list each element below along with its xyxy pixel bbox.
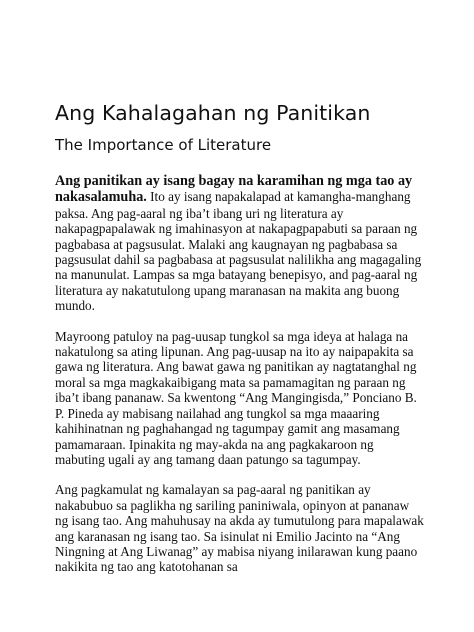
document-page	[55, 100, 425, 575]
paragraph-3: Ang pagkamulat ng kamalayan sa pag-aaral ng panitikan ay nakabubuo sa paglikha ng sariling paniniwala, opinyon at pananaw ng isang tao. Ang mahuhusay na akda ay tumutulong para mapalawak ang karanasan ng isang tao. Sa isinulat ni Emilio Jacinto na “Ang Ningning at Ang Liwanag” ay mabisa niyang inilarawan kung paano nakikita ng tao ang katotohanan sa	[55, 482, 424, 575]
document-title: Ang Kahalagahan ng Panitikan	[55, 101, 371, 125]
paragraph-1	[55, 173, 425, 314]
document-subtitle: The Importance of Literature	[55, 136, 272, 154]
paragraph-2: Mayroong patuloy na pag-uusap tungkol sa mga ideya at halaga na nakatulong sa ating lipunan. Ang pag-uusap na ito ay naipapakita sa gawa ng literatura. Ang bawat gawa ng panitikan ay nagtatanghal ng moral sa mga magkakaibigang mata sa pamamagitan ng paraan ng iba’t ibang pananaw. Sa kwentong “Ang Mangingisda,” Ponciano B. P. Pineda ay mabisang nailahad ang tungkol sa mga maaaring kahihinatnan ng paghahangad ng tagumpay gamit ang masamang pamamaraan. Ipinakita ng may-akda na ang pagkakaroon ng mabuting ugali ay ang tamang daan patungo sa tagumpay.	[55, 328, 417, 467]
paragraph-1-body: Ito ay isang napakalapad at kamangha-manghang paksa. Ang pag-aaral ng iba’t ibang uri ng literatura ay nakapagpapalawak ng imahinasyon at nakapagpapabuti sa paraan ng pagbabasa at pagsusulat. Malaki ang kaugnayan ng pagbabasa sa pagsusulat dahil sa pagbabasa at pagsusulat nalilikha ang magagaling na manunulat. Lampas sa mga batayang benepisyo, and pag-aaral ng literatura ay nakatutulong upang maranasan na makita ang buong mundo.	[55, 189, 422, 314]
paragraph-1-lead: Ang panitikan ay isang bagay na karamihan ng mga tao ay nakasalamuha.	[55, 173, 413, 206]
